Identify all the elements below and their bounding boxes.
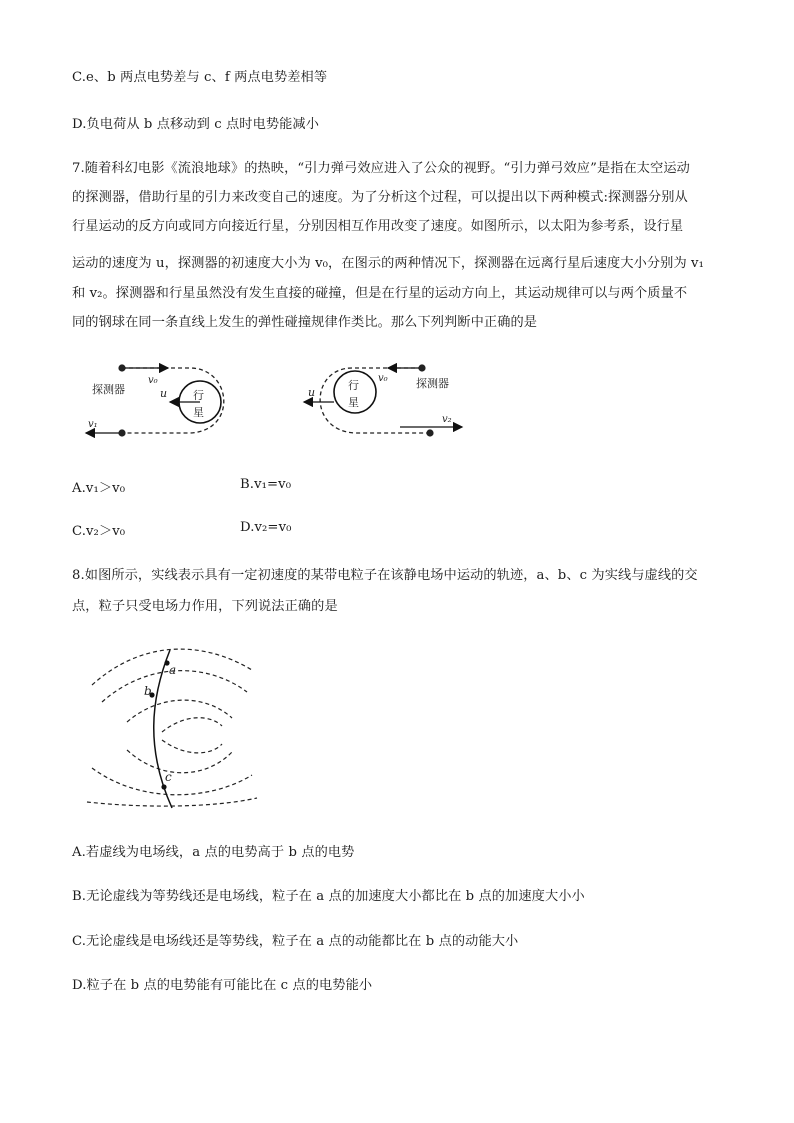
point-c-label: c <box>165 770 172 784</box>
q7-stem-line: 的探测器，借助行星的引力来改变自己的速度。为了分析这个过程，可以提出以下两种模式:探测器分别从 <box>72 190 688 205</box>
q7-option-d: D.v₂=v₀ <box>240 520 292 535</box>
q8-option-c: C.无论虚线是电场线还是等势线，粒子在 a 点的动能都比在 b 点的动能大小 <box>72 934 519 949</box>
prev-option-c: C.e、b 两点电势差与 c、f 两点电势差相等 <box>72 70 328 85</box>
right-probe-start <box>418 364 425 371</box>
left-v0-label: v₀ <box>148 375 158 386</box>
q8-stem-line: 点，粒子只受电场力作用，下列说法正确的是 <box>72 599 338 614</box>
right-probe-end <box>426 429 433 436</box>
right-probe-label: 探测器 <box>416 377 449 390</box>
dashed-line <box>127 750 232 773</box>
q7-stem-line: 7.随着科幻电影《流浪地球》的热映，“引力弹弓效应进入了公众的视野。“引力弹弓效应”是指在太空运动 <box>72 161 690 176</box>
q8-option-a: A.若虚线为电场线，a 点的电势高于 b 点的电势 <box>72 845 355 860</box>
prev-option-d: D.负电荷从 b 点移动到 c 点时电势能减小 <box>72 117 320 132</box>
dashed-line <box>162 718 222 732</box>
right-planet-label-2: 星 <box>348 396 359 409</box>
left-u-label: u <box>160 387 168 400</box>
right-v2-label: v₂ <box>442 414 452 425</box>
right-v0-label: v₀ <box>378 373 388 384</box>
dashed-line <box>87 798 257 806</box>
left-probe-label: 探测器 <box>92 383 125 396</box>
q7-stem-line: 和 v₂。探测器和行星虽然没有发生直接的碰撞，但是在行星的运动方向上，其运动规律可以与两个质量不 <box>72 286 688 301</box>
q7-stem-line: 行星运动的反方向或同方向接近行星，分别因相互作用改变了速度。如图所示，以太阳为参考系，设行星 <box>72 219 684 234</box>
q7-option-a: A.v₁＞v₀ <box>72 481 126 496</box>
right-planet-label-1: 行 <box>348 379 359 392</box>
left-probe-start <box>118 364 125 371</box>
right-u-label: u <box>308 386 316 399</box>
q8-option-d: D.粒子在 b 点的电势能有可能比在 c 点的电势能小 <box>72 978 373 993</box>
trajectory-field-figure <box>72 640 272 810</box>
right-diagram <box>304 364 462 436</box>
q7-option-c: C.v₂＞v₀ <box>72 524 126 539</box>
dashed-line <box>162 740 222 753</box>
left-planet-label-2: 星 <box>193 406 204 419</box>
dashed-line <box>127 700 232 722</box>
left-planet-label-1: 行 <box>193 389 204 402</box>
left-probe-end <box>118 429 125 436</box>
left-diagram <box>86 364 224 436</box>
point-b-label: b <box>144 684 152 698</box>
q7-option-b: B.v₁=v₀ <box>240 477 292 492</box>
q7-stem-line: 同的钢球在同一条直线上发生的弹性碰撞规律作类比。那么下列判断中正确的是 <box>72 315 538 330</box>
left-v1-label: v₁ <box>88 419 98 430</box>
point-a-label: a <box>169 663 177 677</box>
q8-option-b: B.无论虚线为等势线还是电场线，粒子在 a 点的加速度大小都比在 b 点的加速度大小小 <box>72 889 585 904</box>
point-c-dot <box>161 784 166 789</box>
q8-stem-line: 8.如图所示，实线表示具有一定初速度的某带电粒子在该静电场中运动的轨迹，a、b、c 为实线与虚线的交 <box>72 568 698 583</box>
q7-stem-line: 运动的速度为 u，探测器的初速度大小为 v₀，在图示的两种情况下，探测器在远离行星后速度大小分别为 v₁ <box>72 256 704 271</box>
gravity-slingshot-figure <box>70 355 490 455</box>
